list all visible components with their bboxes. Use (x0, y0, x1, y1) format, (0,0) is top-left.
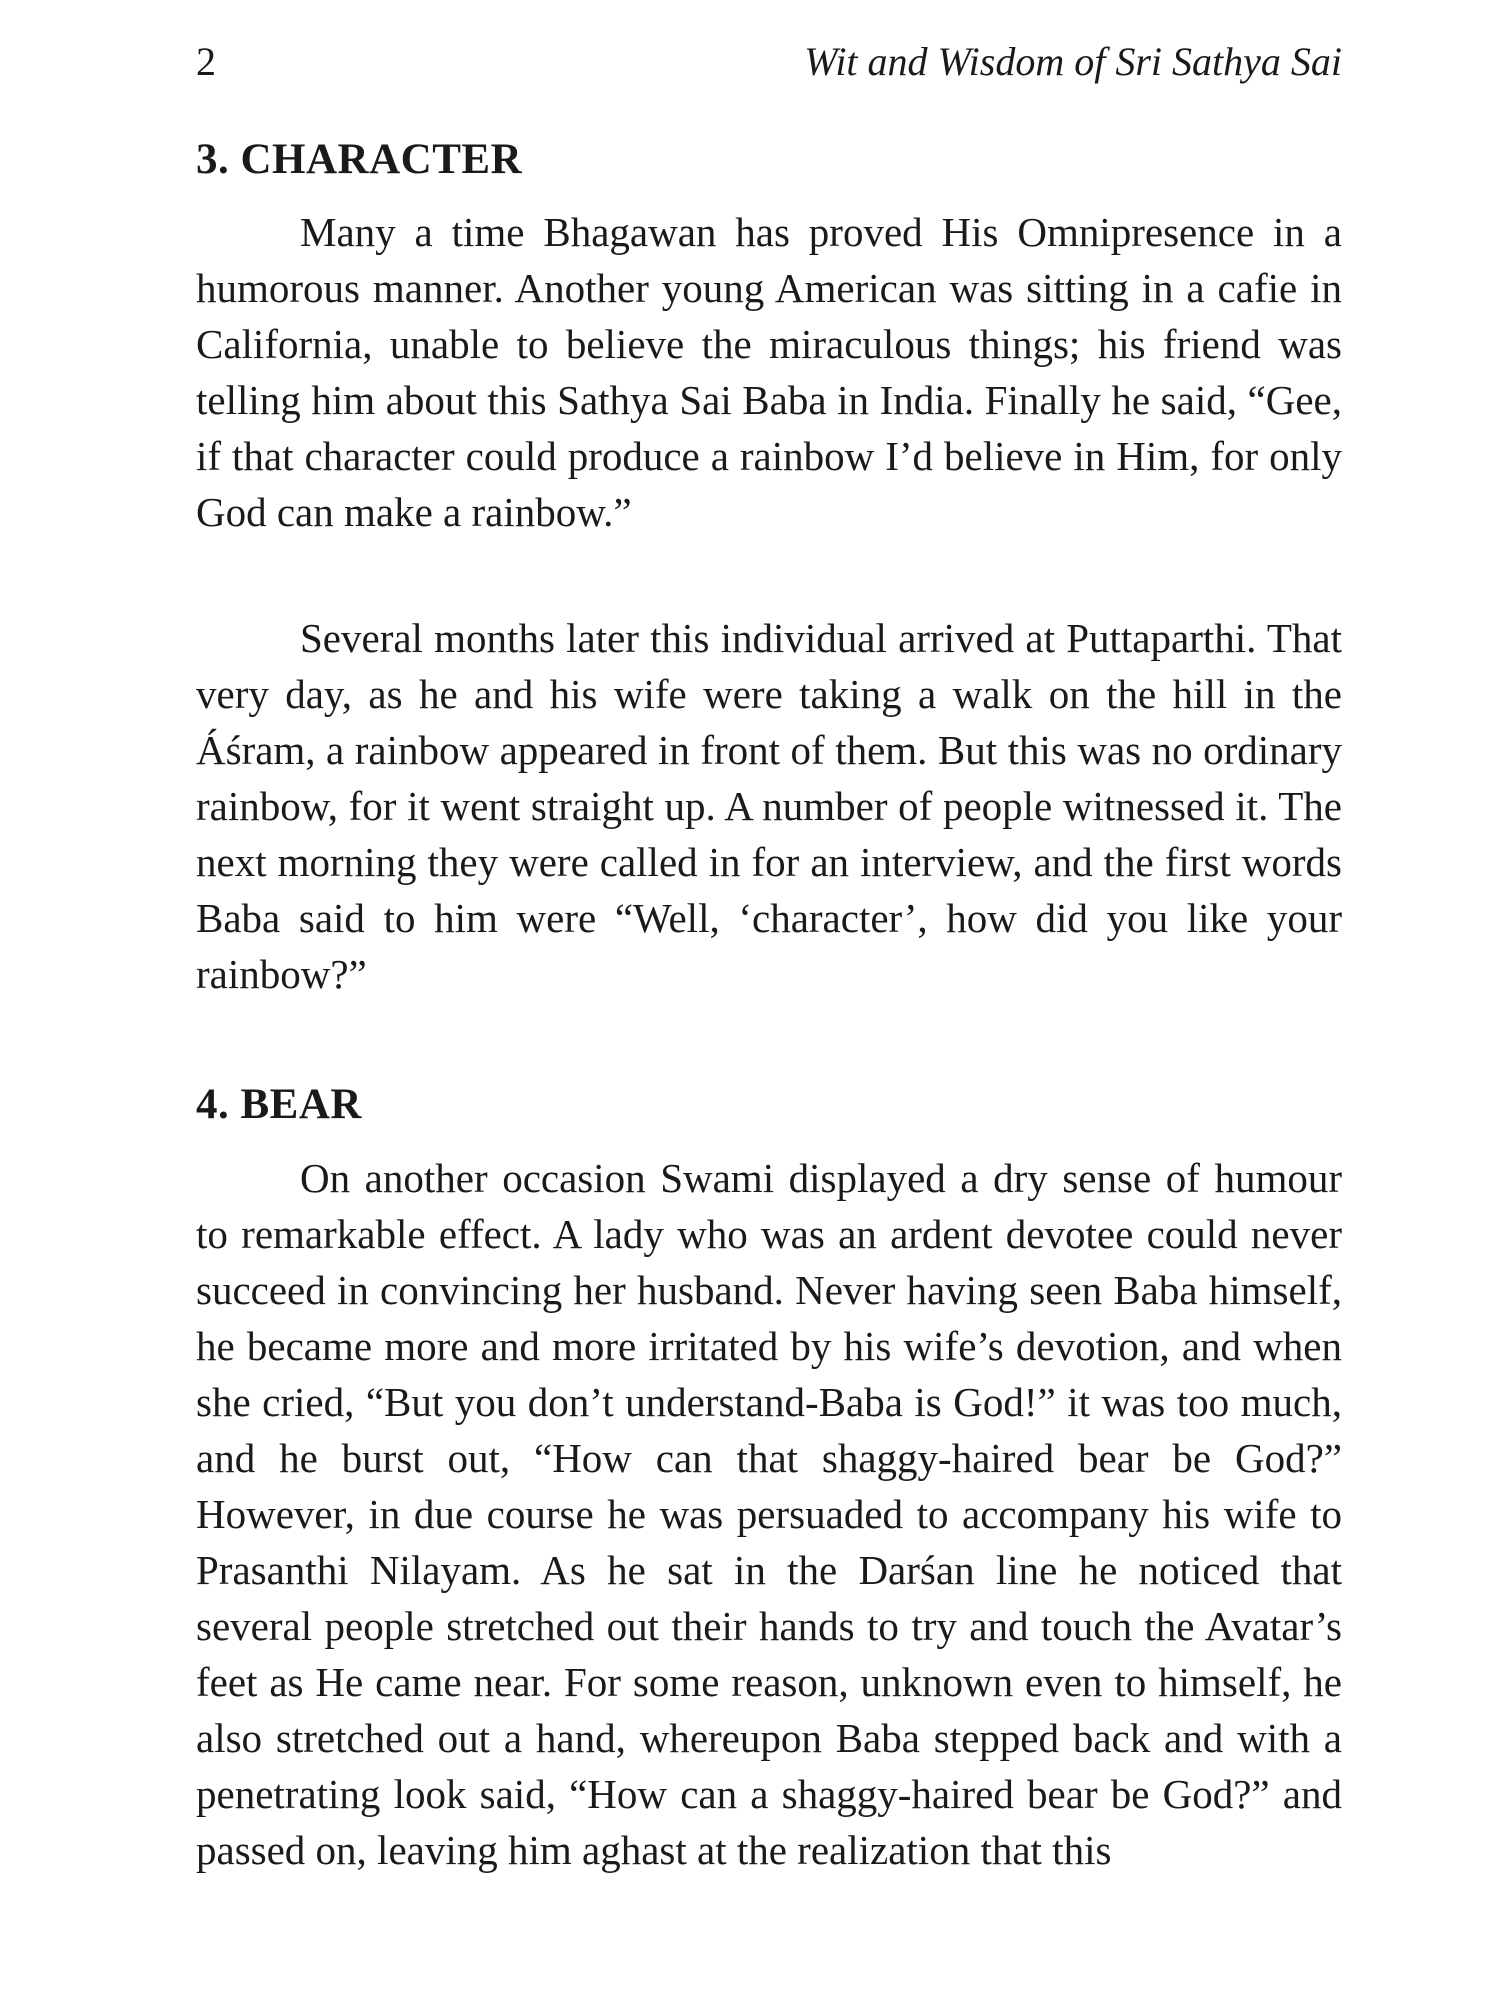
section-heading-bear: 4. BEAR (196, 1081, 362, 1128)
running-title: Wit and Wisdom of Sri Sathya Sai (804, 39, 1342, 84)
paragraph-character-2: Several months later this individual arrived at Puttaparthi. That very day, as he and his wife were taking a walk on the hill in the Áśram, a rainbow appeared in front of them. But this was no ordinary rainbow, for it went straight up. A number of people witnessed it. The next morning they were called in for an interview, and the first words Baba said to him were “Well, ‘character’, how did you like your rainbow?” (196, 615, 1342, 997)
paragraph-bear-1: On another occasion Swami displayed a dry sense of humour to remarkable effect. A lady who was an ardent devotee could never succeed in convincing her husband. Never having seen Baba himself, he became more and more irritated by his wife’s devotion, and when she cried, “But you don’t understand-Baba is God!” it was too much, and he burst out, “How can that shaggy-haired bear be God?” However, in due course he was persuaded to accompany his wife to Prasanthi Nilayam. As he sat in the Darśan line he noticed that several people stretched out their hands to try and touch the Avatar’s feet as He came near. For some reason, unknown even to himself, he also stretched out a hand, whereupon Baba stepped back and with a penetrating look said, “How can a shaggy-haired bear be God?” and passed on, leaving him aghast at the realization that this (196, 1155, 1342, 1873)
section-heading-character: 3. CHARACTER (196, 136, 523, 183)
page-number: 2 (196, 39, 216, 84)
paragraph-character-1: Many a time Bhagawan has proved His Omnipresence in a humorous manner. Another young American was sitting in a cafie in California, unable to believe the miraculous things; his friend was telling him about this Sathya Sai Baba in India. Finally he said, “Gee, if that character could produce a rainbow I’d believe in Him, for only God can make a rainbow.” (196, 209, 1342, 535)
running-header (196, 38, 1342, 98)
